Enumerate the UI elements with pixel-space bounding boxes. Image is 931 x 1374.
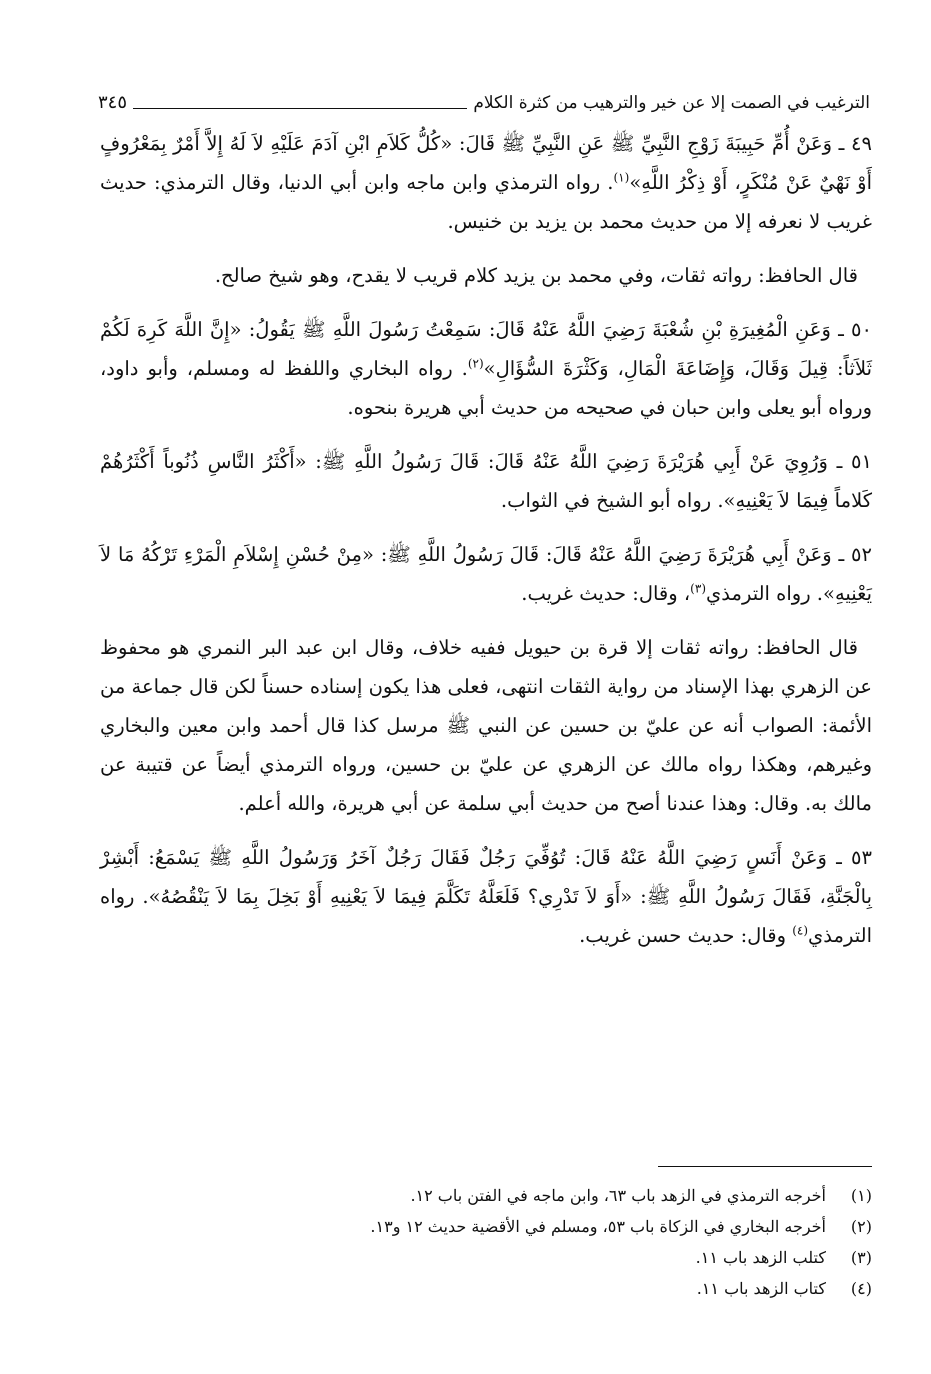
header-rule xyxy=(133,108,467,109)
footnote-text: أخرجه البخاري في الزكاة باب ٥٣، ومسلم في الأقضية حديث ١٢ و١٣. xyxy=(370,1217,826,1236)
hadith-49-text: ٤٩ ـ وَعَنْ أُمِّ حَبِيبَةَ زَوْجِ النَّبِيِّ ﷺ عَنِ النَّبِيِّ ﷺ قَالَ: «كُلُّ كَلاَمِ ابْنِ آدَمَ عَلَيْهِ لاَ لَهُ إِلاَّ أَمْرٌ بِمَعْرُوفٍ أَوْ نَهْيٌ عَنْ مُنْكَرٍ، أَوْ ذِكْرُ اللَّهِ» xyxy=(100,132,872,194)
footnotes xyxy=(180,1180,872,1304)
hadith-53-source: وقال: حديث حسن غريب. xyxy=(579,924,793,947)
footnote-marker: (٢) xyxy=(850,1217,872,1236)
hadith-52-source: ، وقال: حديث غريب. xyxy=(521,582,691,605)
footnote-ref-1: (١) xyxy=(613,170,630,185)
hafiz-note-52: قال الحافظ: رواته ثقات إلا قرة بن حيويل ففيه خلاف، وقال ابن عبد البر النمري هو محفوظ عن الزهري بهذا الإسناد من رواية الثقات انتهى، فعلى هذا يكون إسناده حسناً لكن قال جماعة من الأئمة: الصواب أنه عن عليّ بن حسين عن النبي ﷺ مرسل كذا قال أحمد وابن معين والبخاري وغيرهم، وهكذا رواه مالك عن الزهري عن عليّ بن حسين، ورواه الترمذي أيضاً عن قتيبة عن مالك به. وقال: وهذا عندنا أصح من حديث أبي سلمة عن أبي هريرة، والله أعلم. xyxy=(100,636,872,815)
hadith-53-text: ٥٣ ـ وَعَنْ أَنَسٍ رَضِيَ اللَّهُ عَنْهُ قَالَ: تُوُفِّيَ رَجُلٌ فَقَالَ رَجُلٌ آخَرُ وَرَسُولُ اللَّهِ ﷺ يَسْمَعُ: أَبْشِرْ بِالْجَنَّةِ، فَقَالَ رَسُولُ اللَّهِ ﷺ: «أَوَ لاَ تَدْرِي؟ فَلَعَلَّهُ تَكَلَّمَ فِيمَا لاَ يَعْنِيهِ أَوْ بَخِلَ بِمَا لاَ يَنْقُصُهُ». رواه الترمذي xyxy=(100,846,872,947)
hadith-50-text: ٥٠ ـ وَعَنِ الْمُغِيرَةِ بْنِ شُعْبَةَ رَضِيَ اللَّهُ عَنْهُ قَالَ: سَمِعْتُ رَسُولَ اللَّهِ ﷺ يَقُولُ: «إِنَّ اللَّهَ كَرِهَ لَكُمْ ثَلاَثاً: قِيلَ وَقَالَ، وَإِضَاعَةَ الْمَالِ، وَكَثْرَةَ السُّؤَالِ» xyxy=(100,318,873,380)
running-title: الترغيب في الصمت إلا عن خير والترهيب من كثرة الكلام xyxy=(473,93,870,113)
footnote-2 xyxy=(180,1211,872,1242)
footnote-text: كتاب الزهد باب ١١. xyxy=(696,1279,826,1298)
footnote-text: كتلب الزهد باب ١١. xyxy=(695,1248,826,1267)
footnote-ref-4: (٤) xyxy=(792,923,809,938)
footnote-1 xyxy=(180,1180,872,1211)
footnote-ref-2: (٢) xyxy=(467,356,484,371)
page-number: ٣٤٥ xyxy=(98,92,128,113)
hadith-51: ٥١ ـ وَرُوِيَ عَنْ أَبِي هُرَيْرَةَ رَضِيَ اللَّهُ عَنْهُ قَالَ: قَالَ رَسُولُ اللَّهِ ﷺ: «أَكْثَرُ النَّاسِ ذُنُوباً أَكْثَرُهُمْ كَلاماً فِيمَا لاَ يَعْنِيهِ». رواه أبو الشيخ في الثواب. xyxy=(100,450,872,512)
footnote-divider xyxy=(658,1166,872,1167)
hadith-49-source: . رواه الترمذي وابن ماجه وابن أبي الدنيا، وقال الترمذي: حديث غريب لا نعرفه إلا من حديث محمد بن يزيد بن خنيس. xyxy=(100,171,872,233)
footnote-text: أخرجه الترمذي في الزهد باب ٦٣، وابن ماجه في الفتن باب ١٢. xyxy=(410,1186,826,1205)
hadith-49 xyxy=(100,124,872,241)
hafiz-note-49: قال الحافظ: رواته ثقات، وفي محمد بن يزيد كلام قريب لا يقدح، وهو شيخ صالح. xyxy=(214,264,858,287)
footnote-4 xyxy=(180,1273,872,1304)
hadith-50 xyxy=(100,310,872,427)
hadith-53 xyxy=(100,838,872,955)
main-text xyxy=(100,124,872,970)
footnote-ref-3: (٣) xyxy=(690,581,706,596)
page-header xyxy=(98,80,870,114)
footnote-3 xyxy=(180,1242,872,1273)
hadith-52-text: ٥٢ ـ وَعَنْ أَبِي هُرَيْرَةَ رَضِيَ اللَّهُ عَنْهُ قَالَ: قَالَ رَسُولُ اللَّهِ ﷺ: «مِنْ حُسْنِ إِسْلاَمِ الْمَرْءِ تَرْكُهُ مَا لاَ يَعْنِيهِ». رواه الترمذي xyxy=(100,543,872,605)
footnote-marker: (٤) xyxy=(850,1279,872,1298)
footnote-marker: (٣) xyxy=(850,1248,872,1267)
footnote-marker: (١) xyxy=(850,1186,872,1205)
hadith-52 xyxy=(100,535,872,613)
hadith-50-source: . رواه البخاري واللفظ له ومسلم، وأبو داود، ورواه أبو يعلى وابن حبان في صحيحه من حديث أبي هريرة بنحوه. xyxy=(100,357,872,419)
